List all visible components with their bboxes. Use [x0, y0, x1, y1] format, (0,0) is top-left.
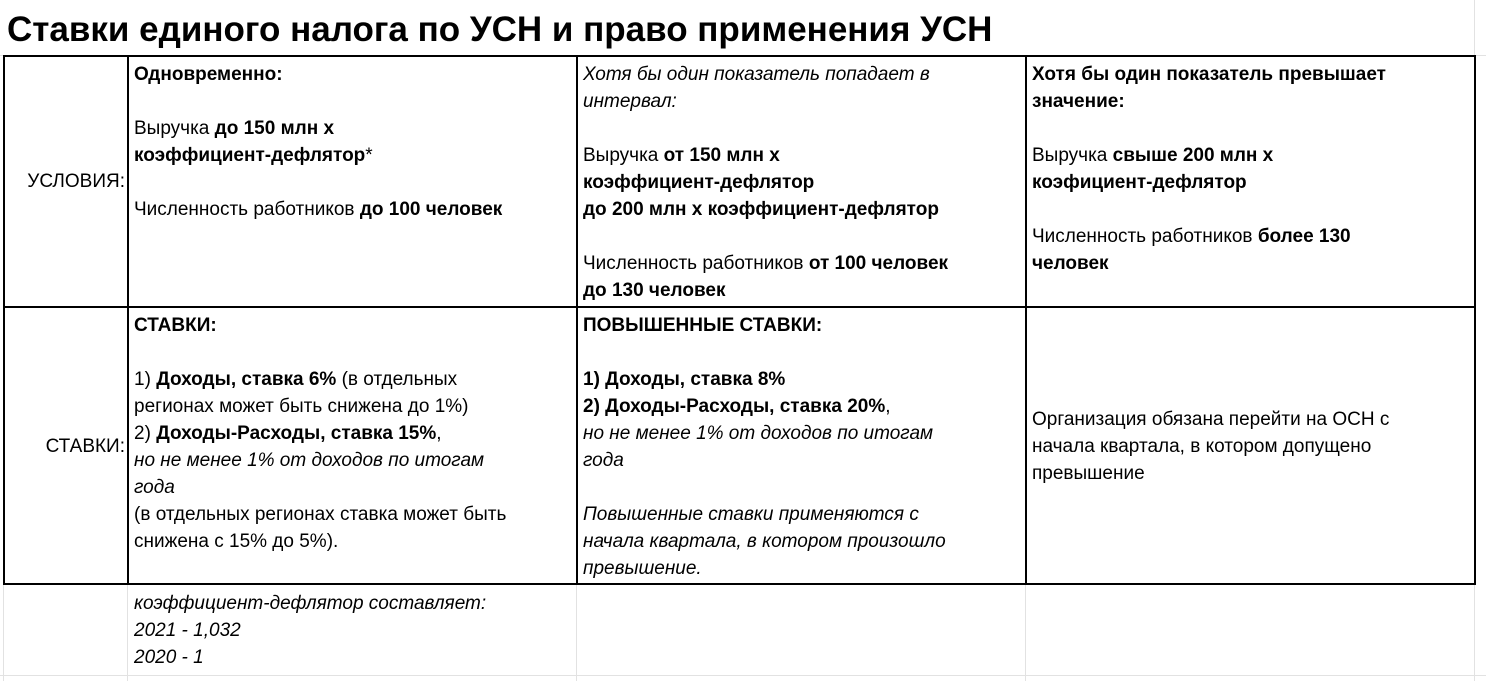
revenue-line: до 200 млн х коэффициент-дефлятор: [583, 199, 939, 220]
rates-osn-cell: [1032, 406, 1472, 487]
table-border-col-2: [576, 55, 578, 585]
footnote-line: 2021 - 1,032: [134, 620, 241, 641]
employees-line: Численность работников более 130: [1032, 226, 1351, 247]
footnote-line: коэффициент-дефлятор составляет:: [134, 593, 487, 614]
gridline: [1025, 585, 1026, 681]
cell-heading: Одновременно:: [134, 64, 283, 85]
gridline: [576, 585, 577, 681]
rate-line: начала квартала, в котором допущено: [1032, 436, 1372, 457]
blank-line: [1032, 115, 1472, 142]
rate-line: года: [134, 477, 175, 498]
blank-line: [134, 339, 574, 366]
rate-line: превышение: [1032, 463, 1145, 484]
table-border-row-2: [3, 583, 1476, 585]
gridline: [0, 675, 1486, 676]
conditions-exceed-cell: [1032, 61, 1472, 277]
conditions-simplified-cell: [134, 61, 574, 223]
blank-line: [134, 88, 574, 115]
blank-line: [1032, 196, 1472, 223]
blank-line: [583, 223, 1023, 250]
rate-line: 2) Доходы-Расходы, ставка 20%,: [583, 396, 891, 417]
rate-line: но не менее 1% от доходов по итогам: [583, 423, 934, 444]
rate-line: (в отдельных регионах ставка может быть: [134, 504, 507, 525]
table-border-row-1: [3, 306, 1476, 308]
cell-heading: Хотя бы один показатель превышает: [1032, 64, 1386, 85]
table-border-col-1: [127, 55, 129, 585]
cell-heading: Хотя бы один показатель попадает в: [583, 64, 930, 85]
table-border-col-3: [1025, 55, 1027, 585]
blank-line: [583, 339, 1023, 366]
rates-row-label: [5, 433, 125, 460]
revenue-line: Выручка от 150 млн х: [583, 145, 780, 166]
gridline: [127, 585, 128, 681]
rate-line: Повышенные ставки применяются с: [583, 504, 919, 525]
employees-line: до 130 человек: [583, 280, 726, 301]
employees-line: Численность работников до 100 человек: [134, 199, 503, 220]
table-border-top: [3, 55, 1476, 57]
revenue-line: коэфициент-дефлятор: [1032, 172, 1247, 193]
conditions-row-label: [5, 168, 125, 195]
revenue-line: коэффициент-дефлятор*: [134, 145, 373, 166]
rate-line: регионах может быть снижена до 1%): [134, 396, 469, 417]
footnote-cell: [134, 590, 574, 671]
cell-heading: ПОВЫШЕННЫЕ СТАВКИ:: [583, 315, 823, 336]
rates-increased-cell: [583, 312, 1023, 582]
cell-heading: интервал:: [583, 91, 677, 112]
rates-standard-cell: [134, 312, 574, 555]
rate-line: снижена с 15% до 5%).: [134, 531, 339, 552]
footnote-line: 2020 - 1: [134, 647, 204, 668]
employees-line: человек: [1032, 253, 1109, 274]
blank-line: [583, 115, 1023, 142]
page-title: Ставки единого налога по УСН и право применения УСН: [7, 10, 993, 49]
revenue-line: Выручка свыше 200 млн х: [1032, 145, 1274, 166]
conditions-transition-cell: [583, 61, 1023, 304]
rate-line: года: [583, 450, 624, 471]
cell-heading: значение:: [1032, 91, 1125, 112]
rate-line: но не менее 1% от доходов по итогам: [134, 450, 485, 471]
blank-line: [583, 474, 1023, 501]
table-border-left: [3, 55, 5, 585]
rate-line: Организация обязана перейти на ОСН с: [1032, 409, 1390, 430]
rate-line: превышение.: [583, 558, 702, 579]
rate-line: начала квартала, в котором произошло: [583, 531, 946, 552]
revenue-line: коэффициент-дефлятор: [583, 172, 815, 193]
blank-line: [134, 169, 574, 196]
table-border-right: [1474, 55, 1476, 585]
gridline: [3, 585, 4, 681]
employees-line: Численность работников от 100 человек: [583, 253, 949, 274]
rates-label: СТАВКИ:: [45, 436, 125, 457]
conditions-label: УСЛОВИЯ:: [27, 171, 125, 192]
cell-heading: СТАВКИ:: [134, 315, 217, 336]
rate-line: 2) Доходы-Расходы, ставка 15%,: [134, 423, 442, 444]
rate-line: 1) Доходы, ставка 8%: [583, 369, 786, 390]
revenue-line: Выручка до 150 млн х: [134, 118, 335, 139]
rate-line: 1) Доходы, ставка 6% (в отдельных: [134, 369, 458, 390]
